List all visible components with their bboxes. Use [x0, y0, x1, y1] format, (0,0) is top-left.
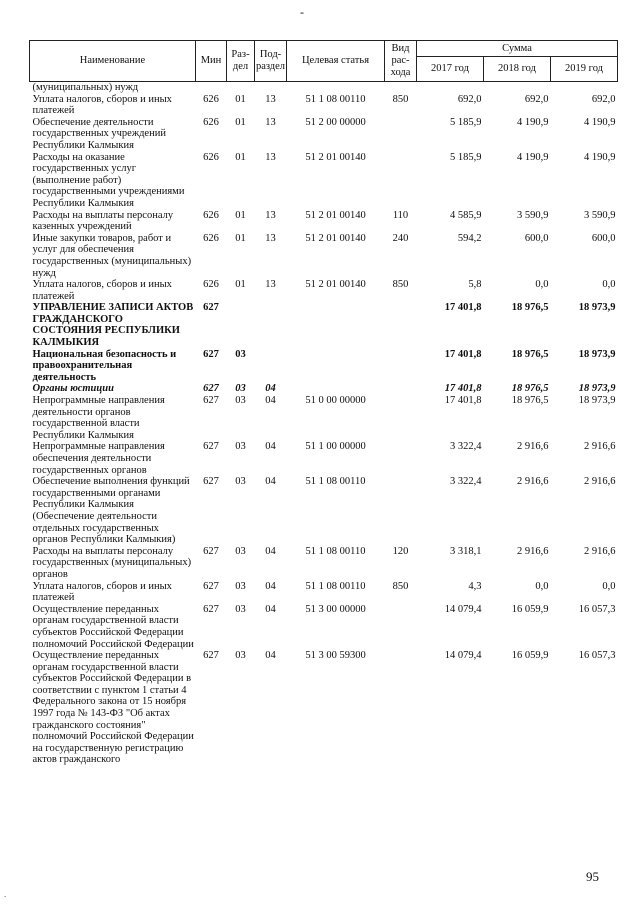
row-sum-2018: 18 976,5: [511, 383, 549, 395]
row-target-article: 51 2 01 00140: [305, 279, 366, 291]
row-target-article: [287, 349, 385, 384]
row-sum-2019: 2 916,6: [584, 441, 616, 453]
row-target-article: 51 1 08 00110: [305, 476, 366, 488]
page-number: 95: [586, 869, 599, 884]
top-mark: -: [300, 5, 304, 19]
row-min: 627: [203, 348, 219, 360]
row-target-article: 51 1 00 00000: [305, 441, 366, 453]
row-min: [196, 82, 227, 94]
row-target-article: 51 2 00 00000: [305, 116, 366, 128]
row-podrazdel: 04: [265, 441, 276, 453]
row-sum-2018: 600,0: [524, 232, 549, 244]
row-sum-2019: 18 973,9: [578, 302, 616, 314]
row-razdel: 01: [235, 151, 246, 163]
row-razdel: 03: [235, 348, 246, 360]
row-target-article: 51 2 01 00140: [305, 232, 366, 244]
row-target-article: 51 1 08 00110: [305, 580, 366, 592]
row-expense-type: [385, 383, 417, 395]
table-row: [30, 349, 618, 384]
row-podrazdel: 13: [265, 209, 276, 221]
row-podrazdel: 04: [265, 650, 276, 662]
row-podrazdel: [255, 349, 287, 384]
row-expense-type: [385, 476, 417, 546]
row-razdel: 03: [235, 395, 246, 407]
row-sum-2017: 4 585,9: [450, 209, 482, 221]
row-razdel: [227, 82, 255, 94]
row-sum-2019: 2 916,6: [584, 545, 616, 557]
row-sum-2018: 16 059,9: [511, 603, 549, 615]
header-sum: Сумма: [417, 41, 618, 57]
header-year-2019: 2019 год: [551, 57, 618, 82]
row-expense-type: [385, 650, 417, 766]
row-min: 627: [203, 383, 219, 395]
row-sum-2017: 17 401,8: [444, 302, 482, 314]
row-sum-2019: 2 916,6: [584, 476, 616, 488]
row-sum-2019: 3 590,9: [584, 209, 616, 221]
table-row: [30, 302, 618, 348]
row-sum-2017: 17 401,8: [444, 395, 482, 407]
table-row: [30, 546, 618, 581]
row-name: Осуществление переданных органам государственной власти субъектов Российской Федерации в соответствии с пунктом 1 статьи 4 Федерального закона от 15 ноября 1997 года № 143-ФЗ "Об актах гражданского состояния" полномочий Российской Федерации на государственную регистрацию актов гражданского: [32, 650, 194, 766]
row-podrazdel: 04: [265, 580, 276, 592]
row-name: Органы юстиции: [32, 383, 114, 395]
row-sum-2017: 3 322,4: [450, 476, 482, 488]
row-sum-2018: 0,0: [535, 580, 549, 592]
row-name: УПРАВЛЕНИЕ ЗАПИСИ АКТОВ ГРАЖДАНСКОГО СОСТОЯНИЯ РЕСПУБЛИКИ КАЛМЫКИЯ: [32, 302, 194, 349]
row-sum-2019: 16 057,3: [578, 603, 616, 615]
row-name: Уплата налогов, сборов и иных платежей: [32, 93, 172, 117]
row-min: 627: [203, 441, 219, 453]
row-expense-type: [385, 349, 417, 384]
row-expense-type: 850: [392, 93, 409, 105]
row-sum-2018: 18 976,5: [511, 348, 549, 360]
row-razdel: 03: [235, 383, 246, 395]
row-sum-2018: 0,0: [535, 279, 549, 291]
row-target-article: 51 3 00 00000: [305, 603, 366, 615]
row-razdel: 03: [235, 441, 246, 453]
row-min: 627: [203, 650, 219, 662]
row-min: 626: [203, 209, 219, 221]
row-razdel: 01: [235, 279, 246, 291]
table-row: [30, 233, 618, 279]
row-expense-type: 240: [392, 232, 409, 244]
table-row: [30, 210, 618, 233]
row-target-article: 51 2 01 00140: [305, 209, 366, 221]
table-body: [30, 82, 618, 767]
row-podrazdel: 13: [265, 93, 276, 105]
row-sum-2019: [551, 82, 618, 94]
row-name: (муниципальных) нужд: [32, 82, 139, 93]
row-expense-type: 850: [392, 279, 409, 291]
row-razdel: 03: [235, 545, 246, 557]
row-expense-type: [385, 441, 417, 476]
table-row: [30, 383, 618, 395]
row-min: 626: [203, 116, 219, 128]
row-expense-type: [385, 302, 417, 348]
header-year-2017: 2017 год: [417, 57, 484, 82]
row-sum-2019: 0,0: [602, 580, 616, 592]
row-sum-2017: 17 401,8: [444, 348, 482, 360]
row-sum-2018: 3 590,9: [517, 209, 549, 221]
row-name: Расходы на выплаты персоналу казенных учреждений: [32, 209, 174, 233]
row-podrazdel: [255, 302, 287, 348]
budget-table: [29, 40, 618, 766]
row-target-article: [287, 82, 385, 94]
row-sum-2018: 18 976,5: [511, 302, 549, 314]
row-sum-2018: 2 916,6: [517, 441, 549, 453]
row-razdel: 01: [235, 93, 246, 105]
row-name: Уплата налогов, сборов и иных платежей: [32, 279, 172, 302]
row-sum-2019: 4 190,9: [584, 116, 616, 128]
row-sum-2019: 4 190,9: [584, 151, 616, 163]
row-name: Непрограммные направления обеспечения деятельности государственных органов: [32, 441, 165, 476]
row-podrazdel: 04: [265, 395, 276, 407]
row-sum-2017: 3 322,4: [450, 441, 482, 453]
row-sum-2017: 14 079,4: [444, 650, 482, 662]
table-row: [30, 476, 618, 546]
row-sum-2018: 4 190,9: [517, 151, 549, 163]
header-year-2018: 2018 год: [484, 57, 551, 82]
row-target-article: 51 1 08 00110: [305, 93, 366, 105]
row-sum-2019: 0,0: [602, 279, 616, 291]
row-sum-2017: 5,8: [468, 279, 482, 291]
budget-table-container: [29, 40, 617, 766]
table-row: [30, 94, 618, 117]
row-min: 626: [203, 93, 219, 105]
row-target-article: [287, 383, 385, 395]
header-razdel: Раз-дел: [227, 41, 255, 82]
row-podrazdel: 04: [265, 545, 276, 557]
row-sum-2018: 18 976,5: [511, 395, 549, 407]
row-podrazdel: 13: [265, 151, 276, 163]
row-razdel: 01: [235, 209, 246, 221]
row-min: 627: [203, 395, 219, 407]
header-name: Наименование: [30, 41, 196, 82]
row-expense-type: 120: [392, 545, 409, 557]
row-razdel: 03: [235, 476, 246, 488]
row-sum-2017: 5 185,9: [450, 116, 482, 128]
row-min: 626: [203, 232, 219, 244]
row-razdel: 03: [235, 650, 246, 662]
row-target-article: 51 0 00 00000: [305, 395, 366, 407]
row-podrazdel: [255, 82, 287, 94]
row-razdel: 01: [235, 232, 246, 244]
row-name: Иные закупки товаров, работ и услуг для обеспечения государственных (муниципальных) нужд: [32, 232, 192, 279]
row-target-article: 51 1 08 00110: [305, 545, 366, 557]
row-min: 626: [203, 151, 219, 163]
table-row: [30, 82, 618, 94]
row-podrazdel: 04: [265, 476, 276, 488]
row-name: Непрограммные направления деятельности органов государственной власти Республики Калмыкия: [32, 395, 165, 441]
row-sum-2018: 16 059,9: [511, 650, 549, 662]
row-sum-2017: 17 401,8: [444, 383, 482, 395]
table-row: [30, 117, 618, 152]
row-podrazdel: 13: [265, 232, 276, 244]
row-sum-2017: [417, 82, 484, 94]
row-name: Осуществление переданных органам государственной власти субъектов Российской Федерации полномочий Российской Федерации: [32, 603, 194, 650]
table-row: [30, 279, 618, 302]
row-sum-2017: 14 079,4: [444, 603, 482, 615]
row-target-article: [287, 302, 385, 348]
row-name: Расходы на выплаты персоналу государственных (муниципальных) органов: [32, 545, 192, 580]
row-sum-2018: [484, 82, 551, 94]
row-razdel: 03: [235, 603, 246, 615]
row-sum-2019: 18 973,9: [578, 348, 616, 360]
header-podrazdel: Под-раздел: [255, 41, 287, 82]
row-sum-2017: 5 185,9: [450, 151, 482, 163]
row-sum-2017: 3 318,1: [450, 545, 482, 557]
row-razdel: [227, 302, 255, 348]
row-sum-2017: 692,0: [457, 93, 482, 105]
row-sum-2019: 18 973,9: [578, 395, 616, 407]
table-row: [30, 581, 618, 604]
row-podrazdel: 13: [265, 116, 276, 128]
scan-mark: .: [4, 889, 7, 899]
row-podrazdel: 13: [265, 279, 276, 291]
row-expense-type: [385, 604, 417, 650]
row-sum-2019: 692,0: [591, 93, 616, 105]
row-expense-type: [385, 152, 417, 210]
table-row: [30, 395, 618, 441]
row-podrazdel: 04: [265, 603, 276, 615]
table-row: [30, 604, 618, 650]
table-row: [30, 152, 618, 210]
row-expense-type: [385, 395, 417, 441]
row-sum-2018: 692,0: [524, 93, 549, 105]
row-sum-2017: 594,2: [457, 232, 482, 244]
table-row: [30, 441, 618, 476]
row-sum-2018: 2 916,6: [517, 545, 549, 557]
table-header: [30, 41, 618, 82]
row-min: 627: [203, 476, 219, 488]
row-min: 627: [203, 302, 219, 314]
row-expense-type: 110: [392, 209, 409, 221]
row-expense-type: [385, 117, 417, 152]
row-name: Национальная безопасность и правоохранительная деятельность: [32, 348, 177, 383]
row-name: Расходы на оказание государственных услуг (выполнение работ) государственными учреждениями Республики Калмыкия: [32, 151, 185, 209]
row-razdel: 01: [235, 116, 246, 128]
row-min: 627: [203, 580, 219, 592]
row-min: 627: [203, 603, 219, 615]
row-sum-2019: 16 057,3: [578, 650, 616, 662]
header-target-article: Целевая статья: [287, 41, 385, 82]
row-sum-2017: 4,3: [468, 580, 482, 592]
header-min: Мин: [196, 41, 227, 82]
row-sum-2019: 600,0: [591, 232, 616, 244]
row-razdel: 03: [235, 580, 246, 592]
header-expense-type: Вид рас-хода: [385, 41, 417, 82]
row-name: Обеспечение деятельности государственных учреждений Республики Калмыкия: [32, 116, 166, 151]
row-sum-2018: 4 190,9: [517, 116, 549, 128]
row-expense-type: 850: [392, 580, 409, 592]
row-sum-2019: 18 973,9: [578, 383, 616, 395]
row-target-article: 51 2 01 00140: [305, 151, 366, 163]
row-podrazdel: 04: [265, 383, 276, 395]
row-min: 626: [203, 279, 219, 291]
row-name: Обеспечение выполнения функций государственными органами Республики Калмыкия (Обеспечение деятельности отдельных государственных органов Республики Калмыкия): [32, 476, 190, 546]
row-name: Уплата налогов, сборов и иных платежей: [32, 580, 172, 604]
row-expense-type: [385, 82, 417, 94]
row-min: 627: [203, 545, 219, 557]
table-row: [30, 650, 618, 766]
row-sum-2018: 2 916,6: [517, 476, 549, 488]
row-target-article: 51 3 00 59300: [305, 650, 366, 662]
